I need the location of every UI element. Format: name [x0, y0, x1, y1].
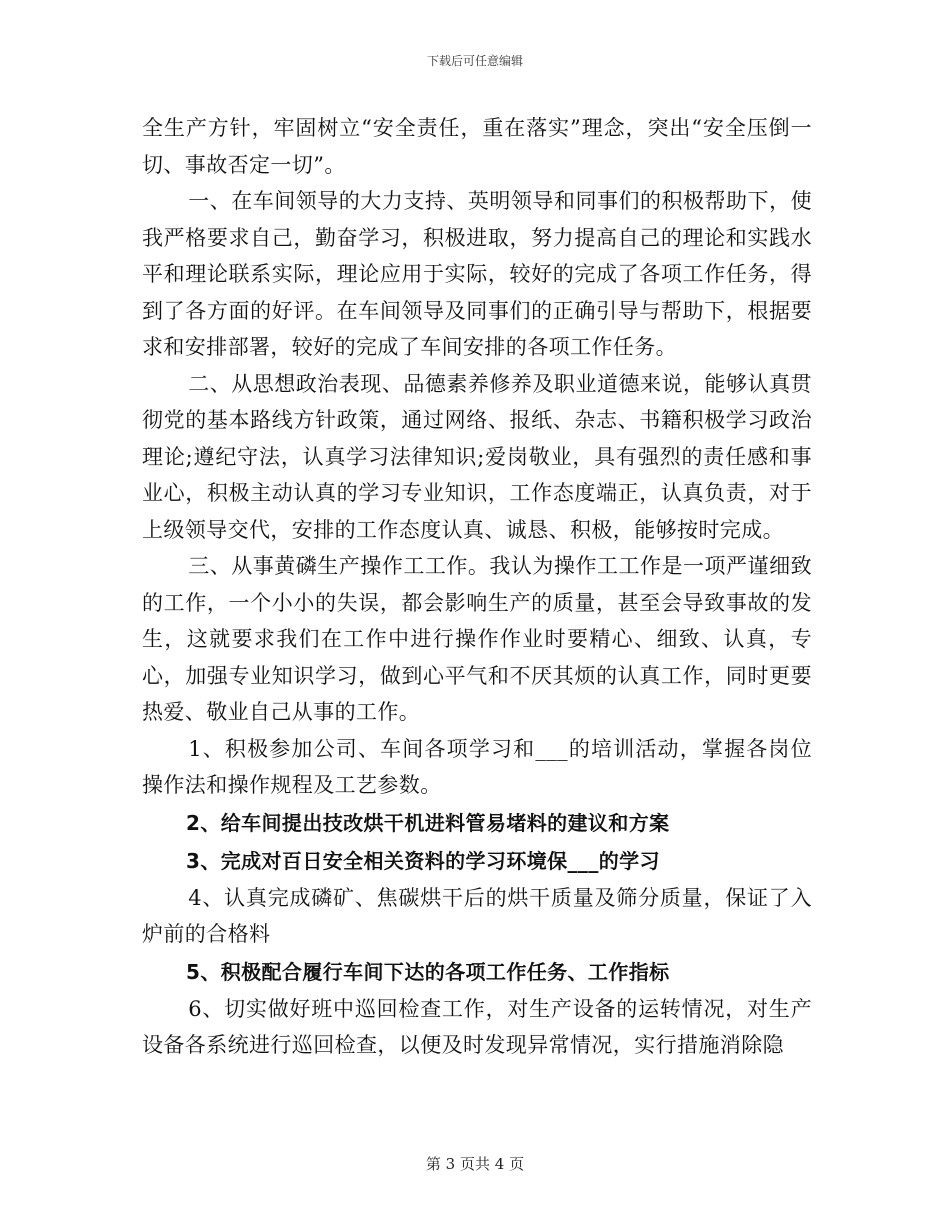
paragraph-section-two: 二、从思想政治表现、品德素养修养及职业道德来说，能够认真贯彻党的基本路线方针政策，通过网络、报纸、杂志、书籍积极学习政治理论;遵纪守法，认真学习法律知识;爱岗敬业，具有强烈的责任感和事业心，积极主动认真的学习专业知识，工作态度端正，认真负责，对于上级领导交代，安排的工作态度认真、诚恳、积极，能够按时完成。	[142, 371, 812, 542]
list-item-2: 2、给车间提出技改烘干机进料管易堵料的建议和方案	[186, 810, 670, 835]
page-header: 下载后可任意编辑	[426, 54, 523, 68]
document-body	[142, 110, 812, 1064]
list-item-5: 5、积极配合履行车间下达的各项工作任务、工作指标	[186, 959, 670, 984]
paragraph-section-three: 三、从事黄磷生产操作工工作。我认为操作工工作是一项严谨细致的工作，一个小小的失误，都会影响生产的质量，甚至会导致事故的发生，这就要求我们在工作中进行操作作业时要精心、细致、认真，专心，加强专业知识学习，做到心平气和不厌其烦的认真工作，同时更要热爱、敬业自己从事的工作。	[142, 554, 812, 724]
list-item-1: 1、积极参加公司、车间各项学习和___的培训活动，掌握各岗位操作法和操作规程及工艺参数。	[142, 736, 812, 797]
list-item-6: 6、切实做好班中巡回检查工作，对生产设备的运转情况，对生产设备各系统进行巡回检查，以便及时发现异常情况，实行措施消除隐	[142, 996, 812, 1057]
list-item-3: 3、完成对百日安全相关资料的学习环境保___的学习	[186, 848, 660, 873]
paragraph-continuation: 全生产方针，牢固树立“安全责任，重在落实”理念，突出“安全压倒一切、事故否定一切”。	[142, 116, 812, 177]
paragraph-section-one: 一、在车间领导的大力支持、英明领导和同事们的积极帮助下，使我严格要求自己，勤奋学习，积极进取，努力提高自己的理论和实践水平和理论联系实际，理论应用于实际，较好的完成了各项工作任务，得到了各方面的好评。在车间领导及同事们的正确引导与帮助下，根据要求和安排部署，较好的完成了车间安排的各项工作任务。	[142, 189, 812, 359]
page-footer: 第 3 页共 4 页	[425, 1155, 525, 1173]
list-item-4: 4、认真完成磷矿、焦碳烘干后的烘干质量及筛分质量，保证了入炉前的合格料	[142, 885, 812, 946]
